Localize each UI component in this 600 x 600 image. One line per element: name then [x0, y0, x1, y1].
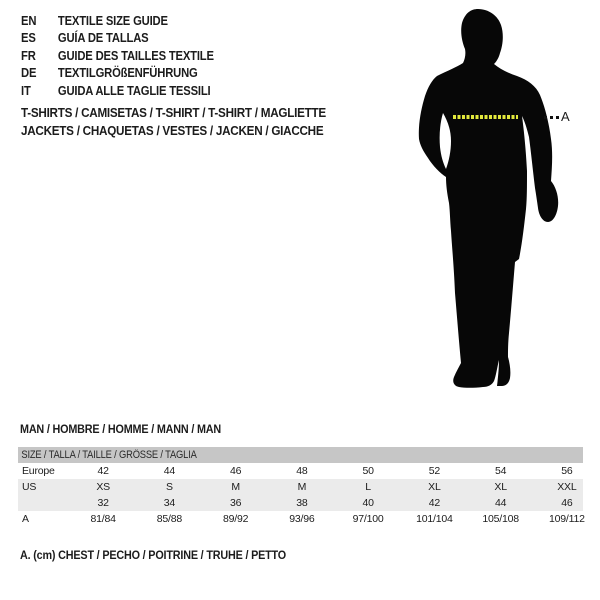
language-label: GUIDE DES TAILLES TEXTILE [57, 48, 214, 63]
table-row-numeric [18, 495, 600, 511]
size-cell: XS [96, 481, 110, 493]
size-cell: XL [494, 481, 507, 493]
language-code: ES [21, 31, 36, 46]
language-label: TEXTILGRÖßENFÜHRUNG [57, 66, 198, 81]
size-cell: 81/84 [90, 513, 116, 525]
size-cell: 44 [163, 465, 176, 477]
size-cell: 32 [97, 497, 109, 509]
language-row [21, 30, 214, 48]
row-label: US [22, 481, 37, 493]
size-cell: 97/100 [352, 513, 384, 525]
size-cell: 40 [362, 497, 374, 509]
language-code: FR [21, 48, 36, 63]
size-cell: XXL [557, 481, 577, 493]
size-cell: 93/96 [289, 513, 315, 525]
size-cell: M [297, 481, 307, 493]
language-row [21, 12, 214, 30]
language-title-block [21, 12, 214, 100]
size-cell: XL [428, 481, 441, 493]
size-table-header-label: SIZE / TALLA / TAILLE / GRÖSSE / TAGLIA [21, 449, 197, 461]
size-cell: 48 [296, 465, 308, 477]
size-cell: 42 [428, 497, 441, 509]
chest-measure-line [453, 115, 518, 119]
measure-callout-dashes [544, 116, 559, 119]
size-cell: 101/104 [416, 513, 453, 525]
size-cell: S [165, 481, 173, 493]
size-cell: 54 [494, 465, 507, 477]
size-cell: 85/88 [156, 513, 183, 525]
category-block [21, 105, 326, 141]
size-cell: 109/112 [548, 513, 585, 525]
language-label: GUÍA DE TALLAS [57, 31, 149, 46]
category-line-tshirts: T-SHIRTS / CAMISETAS / T-SHIRT / T-SHIRT / MAGLIETTE [21, 105, 326, 120]
table-row-a-chest [18, 511, 600, 527]
size-cell: 105/108 [482, 513, 519, 525]
size-cell: L [365, 481, 371, 493]
language-row [21, 65, 214, 83]
language-code: DE [21, 66, 37, 81]
table-row-europe [18, 463, 600, 479]
size-cell: 44 [494, 497, 507, 509]
size-cell: M [231, 481, 240, 493]
size-cell: 38 [296, 497, 308, 509]
size-cell: 50 [362, 465, 374, 477]
size-cell: 42 [97, 465, 109, 477]
size-cell: 89/92 [222, 513, 249, 525]
size-cell: 46 [561, 497, 573, 509]
size-cell: 56 [561, 465, 573, 477]
table-row-us [18, 479, 600, 495]
language-code: EN [21, 13, 37, 28]
size-cell: 52 [428, 465, 441, 477]
size-cell: 36 [229, 497, 242, 509]
size-cell: 34 [163, 497, 176, 509]
size-table-header-row [18, 447, 600, 463]
row-label: Europe [22, 465, 55, 477]
section-title: MAN / HOMBRE / HOMME / MANN / MAN [20, 422, 222, 436]
footnote: A. (cm) CHEST / PECHO / POITRINE / TRUHE / PETTO [20, 548, 286, 562]
category-line-jackets: JACKETS / CHAQUETAS / VESTES / JACKEN / GIACCHE [21, 123, 324, 138]
language-row [21, 47, 214, 65]
language-code: IT [21, 83, 31, 98]
language-label: GUIDA ALLE TAGLIE TESSILI [57, 83, 211, 98]
language-row [21, 82, 214, 100]
size-table [18, 447, 600, 527]
man-silhouette [419, 9, 558, 388]
language-label: TEXTILE SIZE GUIDE [57, 13, 168, 28]
row-label: A [22, 513, 29, 525]
size-cell: 46 [229, 465, 242, 477]
measure-label-a: A [561, 109, 570, 124]
